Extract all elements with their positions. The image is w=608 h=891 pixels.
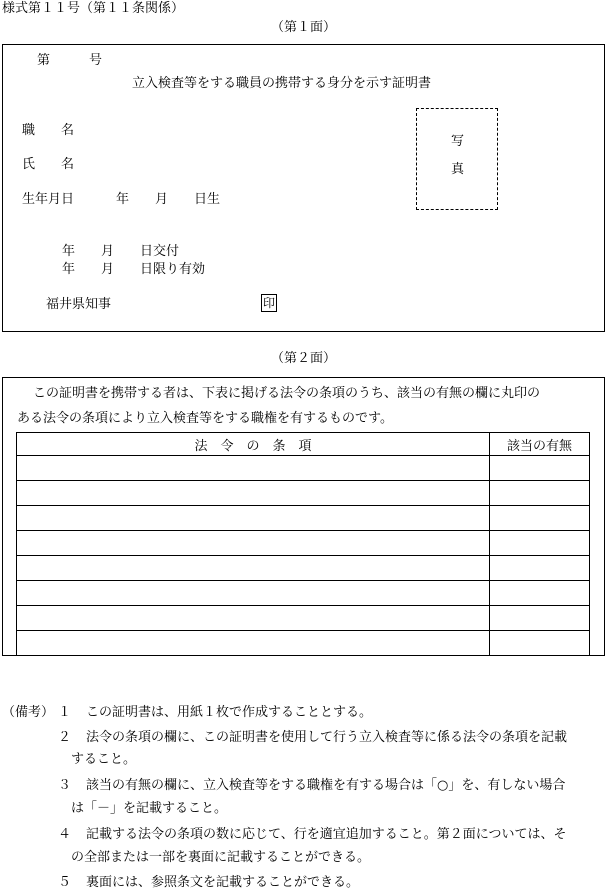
birthdate-fields: 年 月 日生 xyxy=(116,192,221,207)
law-cell xyxy=(17,581,490,606)
law-cell xyxy=(17,556,490,581)
column-header-law: 法 令 の 条 項 xyxy=(17,433,490,456)
table-row xyxy=(17,556,590,581)
issued-date: 年 月 日交付 xyxy=(62,244,180,259)
applicable-cell xyxy=(490,506,590,531)
remark-text: この証明書は、用紙１枚で作成することとする。 xyxy=(86,705,373,720)
remark-number: ３ xyxy=(58,778,72,793)
number-label: 第 号 xyxy=(37,53,103,68)
birthdate-label: 生年月日 xyxy=(22,192,75,207)
photo-area xyxy=(416,108,498,210)
issuer-name: 福井県知事 xyxy=(46,297,112,312)
remark-text: 裏面には、参照条文を記載することができる。 xyxy=(86,875,360,890)
table-row xyxy=(17,456,590,481)
remark-text-continued: の全部または一部を裏面に記載することができる。 xyxy=(71,850,371,865)
table-row xyxy=(17,606,590,631)
table-row xyxy=(17,531,590,556)
remark-number: ５ xyxy=(58,875,72,890)
side1-heading: （第１面） xyxy=(271,20,337,35)
table-row xyxy=(17,631,590,656)
law-cell xyxy=(17,456,490,481)
remark-number: １ xyxy=(58,705,72,720)
applicable-cell xyxy=(490,481,590,506)
remark-text-continued: は「－」を記載すること。 xyxy=(71,801,228,816)
side2-heading: （第２面） xyxy=(271,351,337,366)
applicable-cell xyxy=(490,606,590,631)
law-cell xyxy=(17,631,490,656)
seal-mark: 印 xyxy=(262,296,275,310)
remark-text-continued: すること。 xyxy=(71,752,137,767)
side2-intro-line2: ある法令の条項により立入検査等をする職権を有するものです。 xyxy=(17,411,393,426)
law-cell xyxy=(17,606,490,631)
remarks-label: （備考） xyxy=(2,705,55,720)
job-title-label: 職 名 xyxy=(22,123,75,138)
photo-label-2: 真 xyxy=(451,162,465,177)
remark-number: ２ xyxy=(58,730,72,745)
column-header-applicable: 該当の有無 xyxy=(490,433,590,456)
remark-text: 記載する法令の条項の数に応じて、行を適宜追加すること。第２面については、そ xyxy=(86,827,567,842)
remark-number: ４ xyxy=(58,827,72,842)
name-label: 氏 名 xyxy=(22,157,75,172)
table-header-row xyxy=(17,433,590,456)
form-label: 様式第１１号（第１１条関係） xyxy=(2,1,185,16)
table-row xyxy=(17,581,590,606)
photo-label-1: 写 xyxy=(451,134,465,149)
table-row xyxy=(17,506,590,531)
applicable-cell xyxy=(490,581,590,606)
law-cell xyxy=(17,506,490,531)
certificate-title: 立入検査等をする職員の携帯する身分を示す証明書 xyxy=(132,76,432,91)
law-cell xyxy=(17,531,490,556)
applicable-cell xyxy=(490,456,590,481)
table-row xyxy=(17,481,590,506)
applicable-cell xyxy=(490,531,590,556)
law-provisions-table xyxy=(16,432,590,656)
remark-text: 該当の有無の欄に、立入検査等をする職権を有する場合は「○」を、有しない場合 xyxy=(86,778,566,793)
valid-until-date: 年 月 日限り有効 xyxy=(62,262,206,277)
remark-text: 法令の条項の欄に、この証明書を使用して行う立入検査等に係る法令の条項を記載 xyxy=(86,730,568,745)
applicable-cell xyxy=(490,631,590,656)
law-cell xyxy=(17,481,490,506)
side2-intro-line1: この証明書を携帯する者は、下表に掲げる法令の条項のうち、該当の有無の欄に丸印の xyxy=(33,386,541,401)
applicable-cell xyxy=(490,556,590,581)
